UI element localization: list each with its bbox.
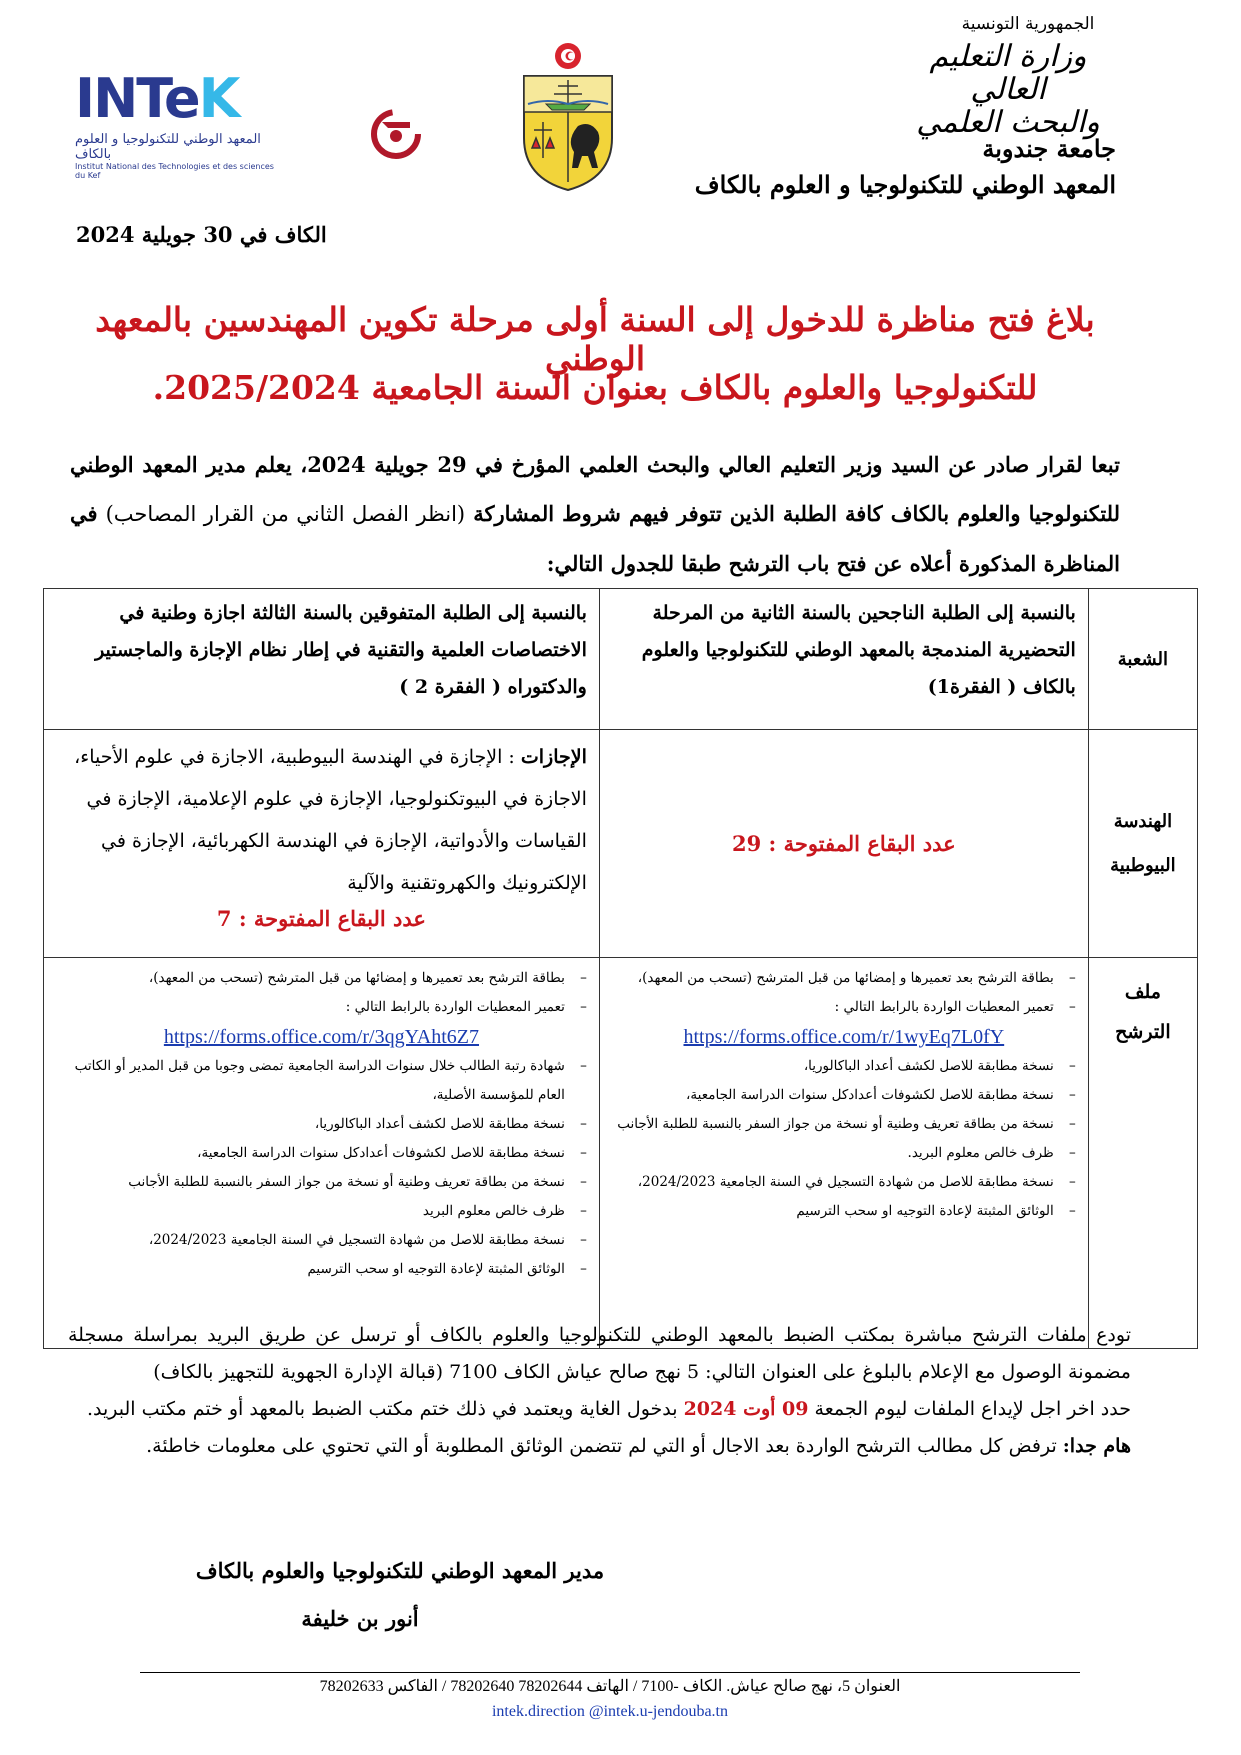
table-row-file xyxy=(44,958,1198,1349)
list-item: – نسخة مطابقة للاصل لكشف أعداد الباكالوريا، xyxy=(612,1052,1076,1081)
ministry-header xyxy=(893,14,1123,139)
form-link-column-1[interactable]: https://forms.office.com/r/1wyEq7L0fY xyxy=(683,1026,1005,1048)
intro-text-1: تبعا لقرار صادر عن السيد وزير التعليم العالي والبحث العلمي المؤرخ في 29 جويلية 2024، يعلم مدير المعهد الوطني للتكنولوجيا والعلوم بالكاف كافة الطلبة الذين تتوفر فيهم شروط المشاركة xyxy=(70,452,1121,526)
file-label: ملف الترشح xyxy=(1088,958,1197,1349)
intek-word-k: K xyxy=(198,67,239,130)
list-item: – بطاقة الترشح بعد تعميرها و إمضائها من قبل المترشح (تسحب من المعهد)، xyxy=(612,964,1076,993)
footer-divider xyxy=(140,1672,1080,1673)
licenses-label: الإجازات xyxy=(520,746,587,768)
list-item: – نسخة من بطاقة تعريف وطنية أو نسخة من جواز السفر بالنسبة للطلبة الأجانب xyxy=(56,1168,587,1197)
important-paragraph xyxy=(68,1428,1131,1465)
intro-paragraph xyxy=(70,440,1120,588)
column-2-header: بالنسبة إلى الطلبة المتفوقين بالسنة الثالثة اجازة وطنية في الاختصاصات العلمية والتقنية في إطار نظام الإجازة والماجستير والدكتوراه ( الفقرة 2 ) xyxy=(44,589,600,730)
documents-column-1 xyxy=(599,958,1088,1349)
intek-wordmark xyxy=(75,67,280,130)
table-row-branch xyxy=(44,730,1198,958)
svg-text:جامعة جندوبة xyxy=(330,62,335,66)
list-item: – نسخة من بطاقة تعريف وطنية أو نسخة من جواز السفر بالنسبة للطلبة الأجانب xyxy=(612,1110,1076,1139)
submission-paragraph: تودع ملفات الترشح مباشرة بمكتب الضبط بالمعهد الوطني للتكنولوجيا والعلوم بالكاف أو ترسل عن طريق البريد بمراسلة مسجلة مضمونة الوصول مع الإعلام بالبلوغ على العنوان التالي: 5 نهج صالح عياش الكاف 7100 (قبالة الإدارة الجهوية للتجهيز بالكاف) xyxy=(68,1324,1131,1383)
licenses-text xyxy=(56,736,587,904)
document-date: الكاف في 30 جويلية 2024 xyxy=(76,222,327,247)
open-spots-column-1: عدد البقاع المفتوحة : 29 xyxy=(599,730,1088,958)
university-logo-arabic-text xyxy=(330,62,335,66)
form-link-column-2[interactable]: https://forms.office.com/r/3qgYAht6Z7 xyxy=(163,1026,480,1048)
intro-text-2: في المناظرة المذكورة أعلاه عن فتح باب الترشح طبقا للجدول التالي: xyxy=(70,501,1120,576)
candidacy-table xyxy=(43,588,1198,1349)
list-item: – الوثائق المثبتة لإعادة التوجيه او سحب الترسيم xyxy=(612,1197,1076,1226)
university-logo xyxy=(330,62,460,187)
list-item: – نسخة مطابقة للاصل لكشف أعداد الباكالوريا، xyxy=(56,1110,587,1139)
university-name: جامعة جندوبة xyxy=(982,134,1116,163)
deadline-text-1: حدد اخر اجل لإيداع الملفات ليوم الجمعة xyxy=(808,1398,1131,1420)
important-label: هام جدا: xyxy=(1062,1435,1131,1457)
table-header-row xyxy=(44,589,1198,730)
ministry-name-line2: والبحث العلمي xyxy=(916,105,1100,140)
ministry-name-line1: وزارة التعليم العالي xyxy=(929,39,1087,107)
university-logo-french-text xyxy=(330,62,335,65)
intek-logo-french: Institut National des Technologies et des sciences du Kef xyxy=(75,162,274,180)
announcement-title-line1: بلاغ فتح مناظرة للدخول إلى السنة أولى مرحلة تكوين المهندسين بالمعهد الوطني xyxy=(95,300,1095,378)
deadline-date: 09 أوت 2024 xyxy=(683,1398,809,1420)
licenses-list: : الإجازة في الهندسة البيوطبية، الاجازة في علوم الأحياء، الاجازة في البيوتكنولوجيا، الإجازة في علوم الإعلامية، الإجازة في القياسات والأدواتية، الإجازة في الهندسة الكهربائية، الإجازة في الإلكترونيك والكهروتقنية والآلية xyxy=(74,746,587,894)
footer-address: العنوان 5، نهج صالح عياش. الكاف -7100 / الهاتف 78202644 78202640 / الفاكس 78202633 xyxy=(319,1678,901,1695)
branch-column-header: الشعبة xyxy=(1088,589,1197,730)
list-item: – نسخة مطابقة للاصل من شهادة التسجيل في السنة الجامعية 2024/2023، xyxy=(56,1226,587,1255)
signatory-title: مدير المعهد الوطني للتكنولوجيا والعلوم بالكاف xyxy=(195,1558,605,1583)
institute-name: المعهد الوطني للتكنولوجيا و العلوم بالكاف xyxy=(694,170,1116,199)
column-1-header: بالنسبة إلى الطلبة الناجحين بالسنة الثانية من المرحلة التحضيرية المندمجة بالمعهد الوطني للتكنولوجيا والعلوم بالكاف ( الفقرة1) xyxy=(599,589,1088,730)
list-item: – الوثائق المثبتة لإعادة التوجيه او سحب الترسيم xyxy=(56,1255,587,1284)
intek-word-in: IN xyxy=(75,67,137,130)
important-text: ترفض كل مطالب الترشح الواردة بعد الاجال أو التي لم تتضمن الوثائق المطلوبة أو التي تحتوي على معلومات خاطئة. xyxy=(146,1435,1063,1457)
intek-word-te: Te xyxy=(136,67,199,130)
coat-of-arms-icon xyxy=(518,42,618,192)
footer-email[interactable]: intek.direction @intek.u-jendouba.tn xyxy=(491,1703,728,1720)
list-item: – ظرف خالص معلوم البريد. xyxy=(612,1139,1076,1168)
open-spots-column-2: عدد البقاع المفتوحة : 7 xyxy=(216,906,426,931)
list-item: – ظرف خالص معلوم البريد xyxy=(56,1197,587,1226)
list-item: – تعمير المعطيات الواردة بالرابط التالي : xyxy=(612,993,1076,1022)
list-item: – نسخة مطابقة للاصل لكشوفات أعدادكل سنوات الدراسة الجامعية، xyxy=(56,1139,587,1168)
intro-text-reference: (انظر الفصل الثاني من القرار المصاحب) xyxy=(105,502,466,526)
deadline-text-2: بدخول الغاية ويعتمد في ذلك ختم مكتب الضبط بالمعهد أو ختم مكتب البريد. xyxy=(86,1398,684,1420)
list-item: – نسخة مطابقة للاصل لكشوفات أعدادكل سنوات الدراسة الجامعية، xyxy=(612,1081,1076,1110)
intek-logo-arabic: المعهد الوطني للتكنولوجيا و العلوم بالكاف xyxy=(75,132,261,162)
intek-logo xyxy=(75,67,280,180)
list-item: – نسخة مطابقة للاصل من شهادة التسجيل في السنة الجامعية 2024/2023، xyxy=(612,1168,1076,1197)
svg-text:Université de Jendouba xyxy=(330,62,335,65)
deadline-paragraph xyxy=(68,1391,1131,1428)
licenses-cell xyxy=(44,730,600,958)
republic-name: الجمهورية التونسية xyxy=(961,14,1095,34)
list-item: – شهادة رتبة الطالب خلال سنوات الدراسة الجامعية تمضى وجوبا من قبل المدير أو الكاتب العام للمؤسسة الأصلية، xyxy=(56,1052,587,1110)
submission-instructions xyxy=(68,1317,1131,1465)
announcement-title-line2: للتكنولوجيا والعلوم بالكاف بعنوان السنة الجامعية 2025/2024. xyxy=(152,368,1038,407)
list-item: – تعمير المعطيات الواردة بالرابط التالي : xyxy=(56,993,587,1022)
signatory-name: أنور بن خليفة xyxy=(301,1606,419,1631)
branch-name: الهندسة البيوطبية xyxy=(1088,730,1197,958)
list-item: – بطاقة الترشح بعد تعميرها و إمضائها من قبل المترشح (تسحب من المعهد)، xyxy=(56,964,587,993)
documents-column-2 xyxy=(44,958,600,1349)
